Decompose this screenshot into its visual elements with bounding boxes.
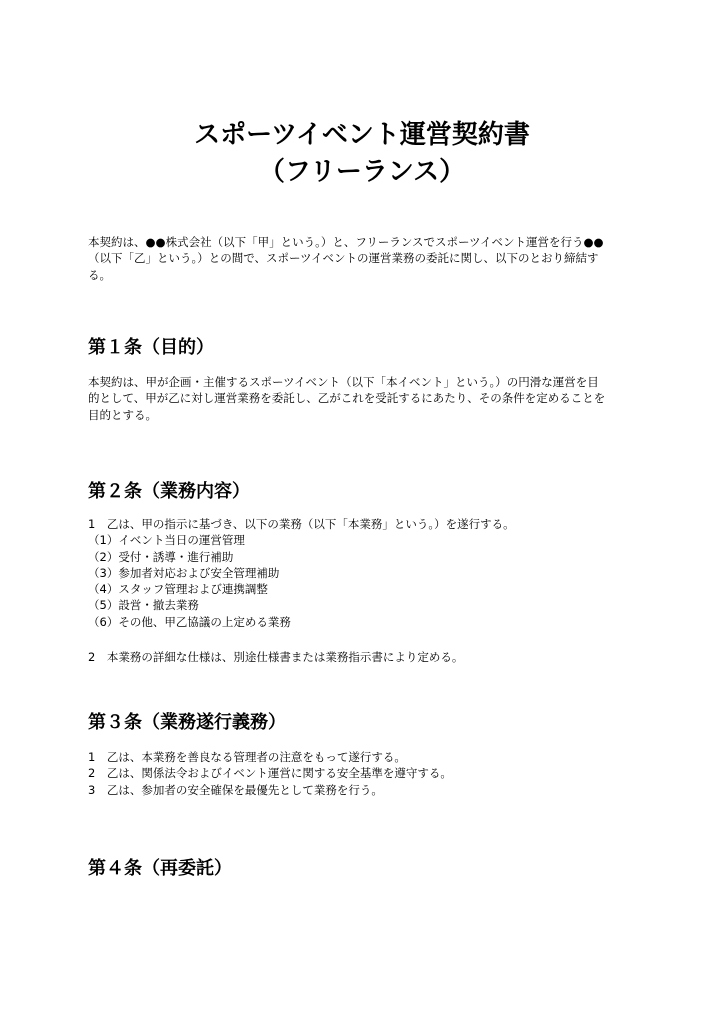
intro-line: る。 [88,267,111,282]
body-line: 本契約は、甲が企画・主催するスポーツイベント（以下「本イベント」という。）の円滑な運営を目 [88,375,599,389]
body-line: 1 乙は、本業務を善良なる管理者の注意をもって遂行する。 [88,750,406,764]
document-title-line2: （フリーランス） [258,157,466,187]
document-title-line1: スポーツイベント運営契約書 [194,120,530,150]
intro-line: 本契約は、●●株式会社（以下「甲」という。）と、フリーランスでスポーツイベント運営を行う●● [88,235,604,249]
list-item: （4）スタッフ管理および連携調整 [88,582,268,597]
article-2-heading: 第２条（業務内容） [88,481,250,502]
body-line: 2 本業務の詳細な仕様は、別途仕様書または業務指示書により定める。 [88,650,464,664]
list-item: （2）受付・誘導・進行補助 [88,549,234,564]
article-3-heading: 第３条（業務遂行義務） [88,712,286,733]
list-item: （5）設営・撤去業務 [88,598,199,613]
body-line: 2 乙は、関係法令およびイベント運営に関する安全基準を遵守する。 [88,766,452,781]
intro-paragraph [88,234,648,283]
body-line: 3 乙は、参加者の安全確保を最優先として業務を行う。 [88,782,383,797]
article-2-body [88,516,648,630]
body-line: 的として、甲が乙に対し運営業務を委託し、乙がこれを受託するにあたり、その条件を定めることを [88,391,606,406]
article-3-body [88,749,648,798]
body-line: 1 乙は、甲の指示に基づき、以下の業務（以下「本業務」という。）を遂行する。 [88,517,515,531]
article-2-clause-2 [88,649,648,665]
list-item: （3）参加者対応および安全管理補助 [88,565,280,580]
article-1-body [88,374,648,423]
body-line: 目的とする。 [88,407,157,422]
list-item: （6）その他、甲乙協議の上定める業務 [88,614,291,629]
article-1-heading: 第１条（目的） [88,337,214,358]
article-4-heading: 第４条（再委託） [88,858,232,879]
list-item: （1）イベント当日の運営管理 [88,533,245,548]
intro-line: （以下「乙」という。）との間で、スポーツイベントの運営業務の委託に関し、以下のとおり締結す [88,251,599,266]
